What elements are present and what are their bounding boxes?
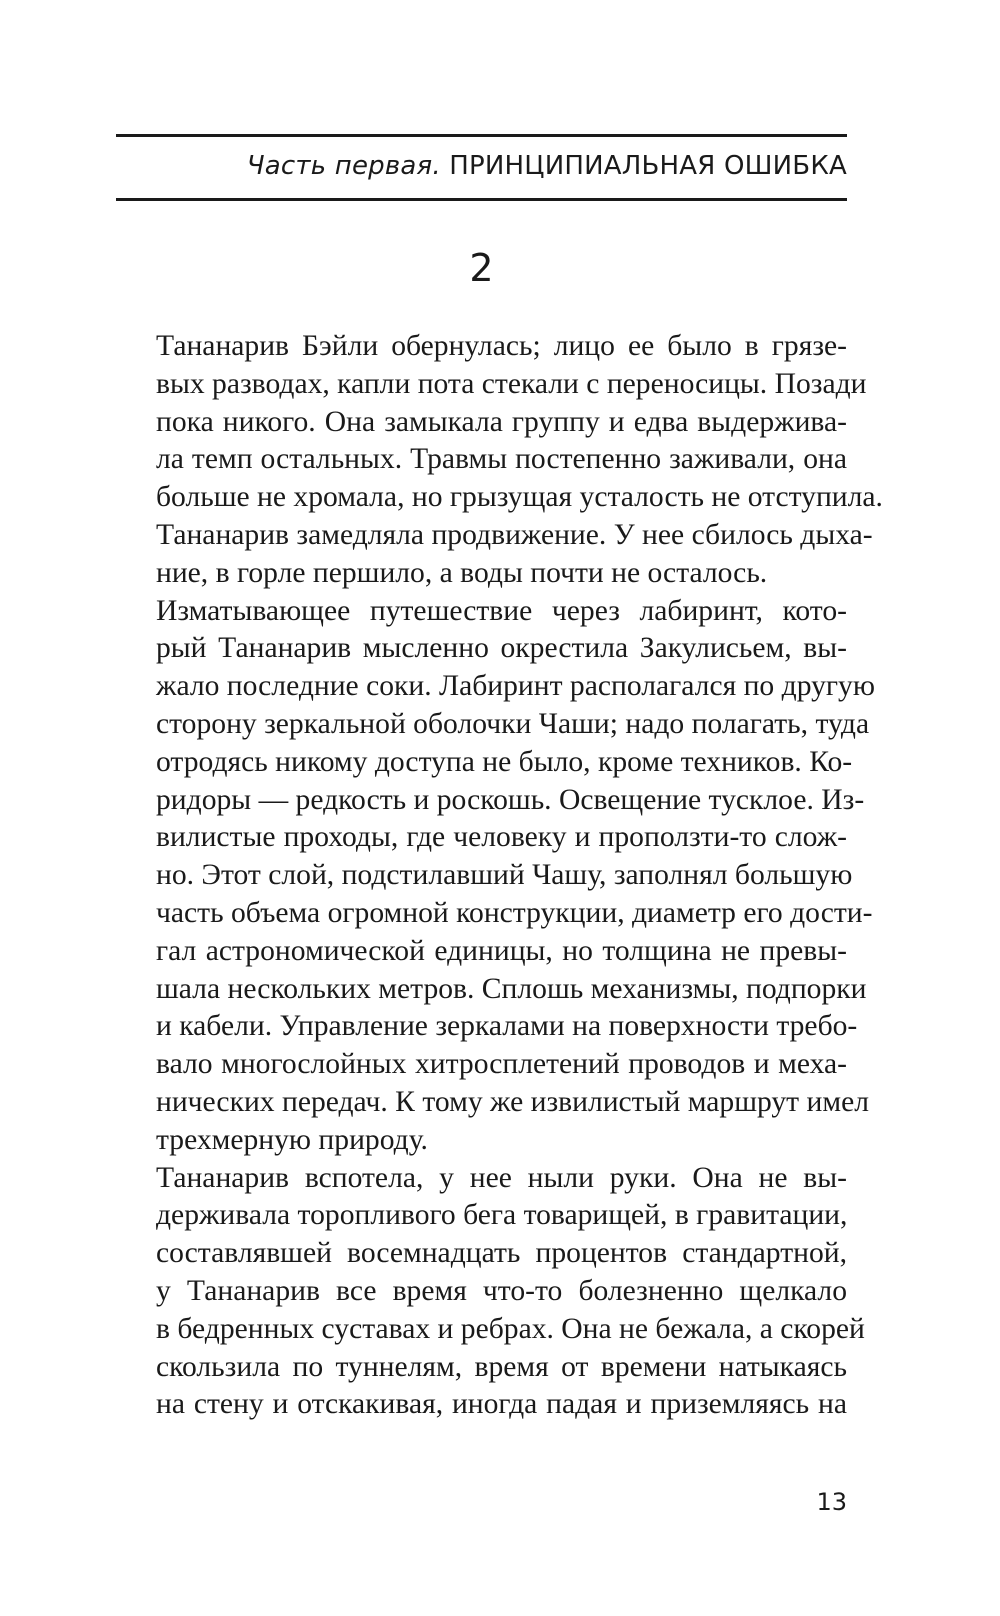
chapter-number: 2 [469, 246, 494, 290]
text-line: в бедренных суставах и ребрах. Она не бежала, а скорей [156, 1312, 865, 1345]
text-line: отродясь никому доступа не было, кроме техников. Ко- [156, 745, 853, 778]
paragraph-3 [116, 1160, 865, 1425]
body-text [116, 328, 883, 1424]
text-line: жало последние соки. Лабиринт располагался по другую [156, 670, 875, 703]
running-head [116, 146, 847, 186]
text-line: вилистые проходы, где человеку и проползти-то слож- [156, 821, 847, 854]
text-line: нических передач. К тому же извилистый маршрут имел [156, 1085, 869, 1118]
paragraph-2 [116, 593, 875, 1160]
text-line: ние, в горле першило, а воды почти не осталось. [156, 556, 768, 589]
text-line: трехмерную природу. [156, 1123, 428, 1156]
text-line: составлявшей восемнадцать процентов стандартной, [156, 1237, 847, 1270]
page-number: 13 [816, 1488, 847, 1516]
paragraph-1 [116, 328, 883, 593]
text-line: держивала торопливого бега товарищей, в гравитации, [156, 1199, 848, 1232]
text-line: на стену и отскакивая, иногда падая и приземляясь на [156, 1388, 847, 1421]
text-line: рый Тананарив мысленно окрестила Закулисьем, вы- [156, 632, 847, 665]
text-line: и кабели. Управление зеркалами на поверхности требо- [156, 1010, 858, 1043]
text-line: гал астрономической единицы, но толщина не превы- [156, 934, 847, 967]
text-line: Тананарив Бэйли обернулась; лицо ее было в грязе- [156, 330, 847, 362]
header-top-rule [116, 134, 847, 137]
text-line: больше не хромала, но грызущая усталость не отступила. [156, 481, 883, 514]
text-line: у Тананарив все время что-то болезненно щелкало [156, 1274, 847, 1307]
running-head-part-label: Часть первая. [246, 151, 441, 181]
text-line: сторону зеркальной оболочки Чаши; надо полагать, туда [156, 707, 870, 740]
text-line: шала нескольких метров. Сплошь механизмы, подпорки [156, 972, 867, 1005]
text-line: вых разводах, капли пота стекали с переносицы. Позади [156, 367, 867, 400]
text-line: пока никого. Она замыкала группу и едва выдержива- [156, 405, 847, 438]
text-line: вало многослойных хитросплетений проводов и меха- [156, 1048, 847, 1081]
text-line: Тананарив вспотела, у нее ныли руки. Она не вы- [156, 1161, 847, 1194]
text-line: но. Этот слой, подстилавший Чашу, заполнял большую [156, 859, 853, 892]
header-bottom-rule [116, 198, 847, 201]
text-line: ла темп остальных. Травмы постепенно заживали, она [156, 443, 847, 476]
text-line: ридоры — редкость и роскошь. Освещение тусклое. Из- [156, 783, 865, 816]
text-line: Изматывающее путешествие через лабиринт, кото- [156, 594, 847, 627]
text-line: часть объема огромной конструкции, диаметр его дости- [156, 896, 873, 929]
running-head-part-title: ПРИНЦИПИАЛЬНАЯ ОШИБКА [449, 151, 847, 181]
text-line: скользила по туннелям, время от времени натыкаясь [156, 1350, 847, 1383]
text-line: Тананарив замедляла продвижение. У нее сбилось дыха- [156, 518, 873, 551]
